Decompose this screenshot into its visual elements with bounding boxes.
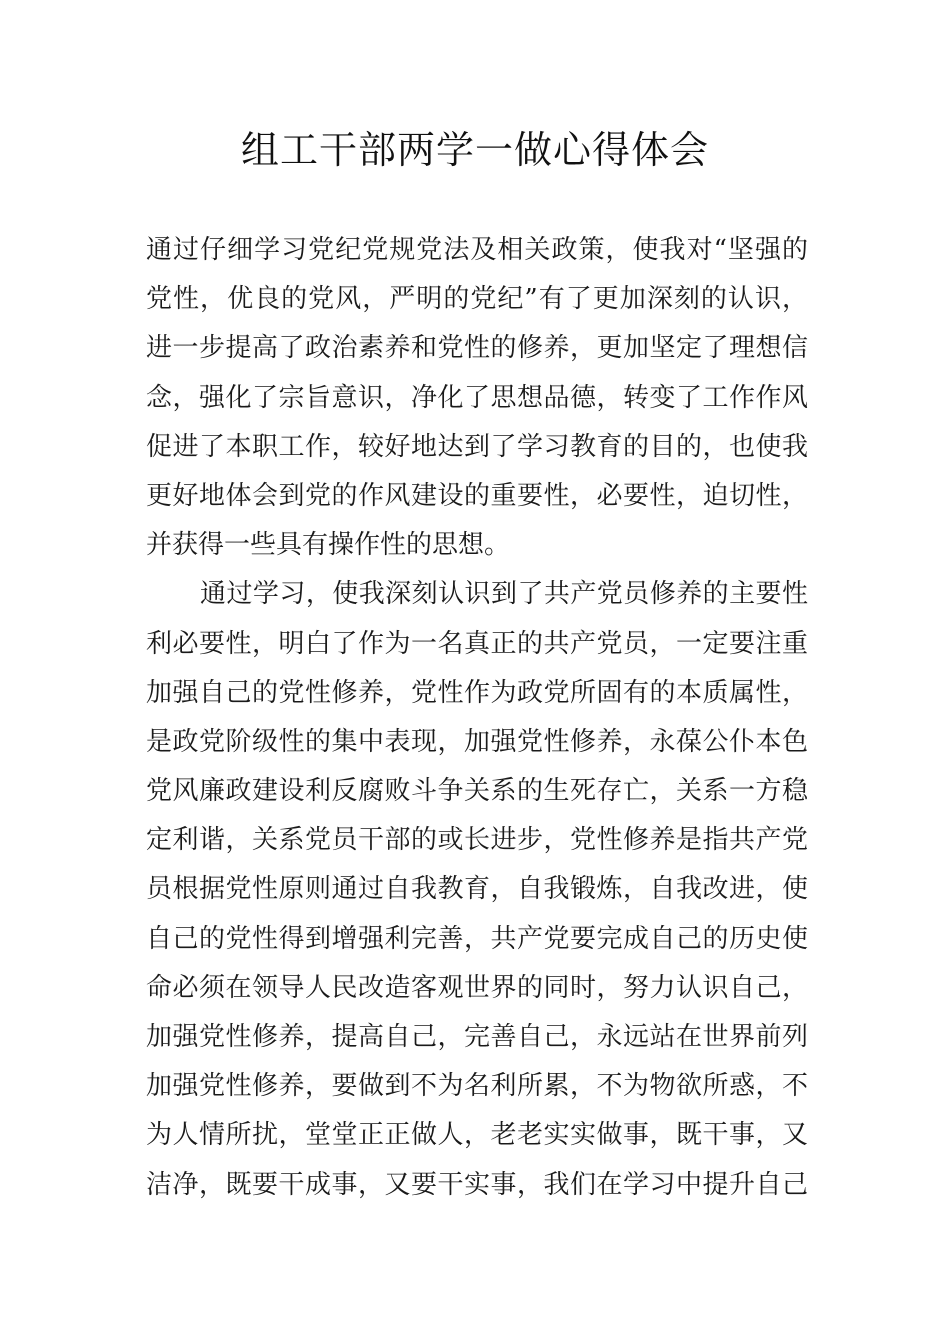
text-line: 命必须在领导人民改造客观世界的同时，努力认识自己， (146, 972, 808, 1003)
text-line: 更好地体会到党的作风建设的重要性，必要性，迫切性， (146, 480, 808, 511)
text-line: 加强党性修养，要做到不为名利所累，不为物欲所惑，不 (146, 1071, 808, 1102)
text-line: 进一步提高了政治素养和党性的修养，更加坚定了理想信 (146, 333, 808, 364)
text-line: 加强自己的党性修养，党性作为政党所固有的本质属性， (146, 677, 808, 708)
document-body (146, 226, 808, 1210)
text-line: 加强党性修养，提高自己，完善自己，永远站在世界前列 (146, 1022, 808, 1052)
text-line: 利必要性，明白了作为一名真正的共产党员，一定要注重 (146, 628, 808, 659)
text-line: 念，强化了宗旨意识，净化了思想品德，转变了工作作风 (146, 382, 808, 413)
text-line: 促进了本职工作，较好地达到了学习教育的目的，也使我 (146, 431, 808, 462)
text-line: 员根据党性原则通过自我教育，自我锻炼，自我改进，使 (146, 874, 808, 905)
text-line: 党风廉政建设利反腐败斗争关系的生死存亡，关系一方稳 (146, 776, 808, 807)
text-line: 洁净，既要干成事，又要干实事，我们在学习中提升自己 (146, 1169, 808, 1200)
text-line: 通过仔细学习党纪党规党法及相关政策，使我对“坚强的 (146, 235, 808, 265)
text-line: 定利谐，关系党员干部的或长进步，党性修养是指共产党 (146, 825, 808, 856)
text-line: 为人情所扰，堂堂正正做人，老老实实做事，既干事，又 (146, 1120, 808, 1151)
paragraph-end-line: 并获得一些具有操作性的思想。 (146, 530, 511, 561)
document-title: 组工干部两学一做心得体会 (240, 128, 709, 172)
paragraph-start-line: 通过学习，使我深刻认识到了共产党员修养的主要性 (200, 579, 808, 610)
text-line: 自己的党性得到增强利完善，共产党要完成自己的历史使 (146, 923, 808, 954)
text-line: 是政党阶级性的集中表现，加强党性修养，永葆公仆本色 (146, 726, 808, 757)
text-line: 党性，优良的党风，严明的党纪”有了更加深刻的认识， (146, 284, 808, 315)
